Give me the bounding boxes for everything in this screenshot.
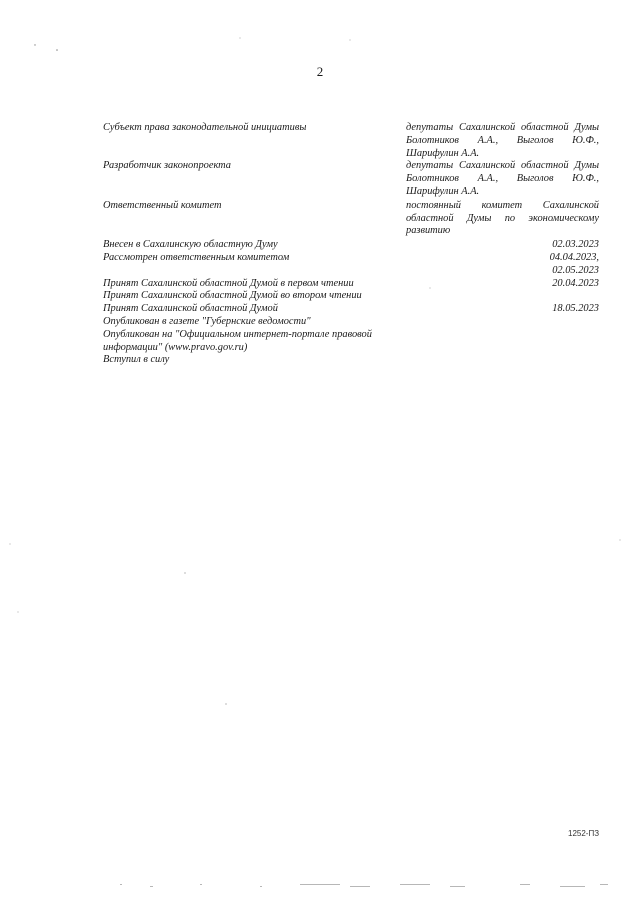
field-label: Субъект права законодательной инициативы <box>103 122 307 133</box>
field-row-responsible-committee <box>103 200 599 238</box>
field-row-committee-review <box>103 252 599 278</box>
field-label: Принят Сахалинской областной Думой в первом чтении <box>103 277 354 289</box>
field-value-line-1: 04.04.2023, <box>549 251 599 263</box>
field-row-second-reading <box>103 290 599 303</box>
field-row-developer <box>103 160 599 198</box>
field-value: постоянный комитет Сахалинской областной Думы по экономическому развитию <box>406 199 599 237</box>
field-label: Рассмотрен ответственным комитетом <box>103 251 290 263</box>
field-row-published-newspaper <box>103 316 599 329</box>
field-value: 20.04.2023 <box>552 277 599 289</box>
field-row-submitted <box>103 239 599 252</box>
field-label: Ответственный комитет <box>103 199 222 211</box>
field-label: Опубликован на "Официальном интернет-портале правовой информации" (www.pravo.gov.ru) <box>103 328 372 353</box>
field-row-initiative-subject <box>103 122 599 160</box>
field-row-adopted <box>103 303 599 316</box>
field-label: Принят Сахалинской областной Думой во втором чтении <box>103 290 362 302</box>
page-number: 2 <box>316 64 324 79</box>
field-value: депутаты Сахалинской областной Думы Болотников А.А., Выголов Ю.Ф., Шарифулин А.А. <box>406 122 599 159</box>
field-row-entered-into-force <box>103 354 599 367</box>
field-value: 18.05.2023 <box>552 303 599 315</box>
document-fields <box>103 122 599 367</box>
field-label: Разработчик законопроекта <box>103 160 231 172</box>
field-row-published-portal <box>103 329 599 355</box>
field-value: депутаты Сахалинской областной Думы Болотников А.А., Выголов Ю.Ф., Шарифулин А.А. <box>406 160 599 197</box>
field-value <box>406 252 599 278</box>
field-row-first-reading <box>103 278 599 291</box>
field-value: 02.03.2023 <box>552 239 599 251</box>
field-value-line-2: 02.05.2023 <box>552 264 599 276</box>
document-code: 1252-ПЗ <box>568 829 600 838</box>
field-label: Вступил в силу <box>103 354 170 366</box>
field-label: Опубликован в газете "Губернские ведомости" <box>103 315 311 327</box>
field-label: Принят Сахалинской областной Думой <box>103 303 278 315</box>
field-label: Внесен в Сахалинскую областную Думу <box>103 239 278 251</box>
